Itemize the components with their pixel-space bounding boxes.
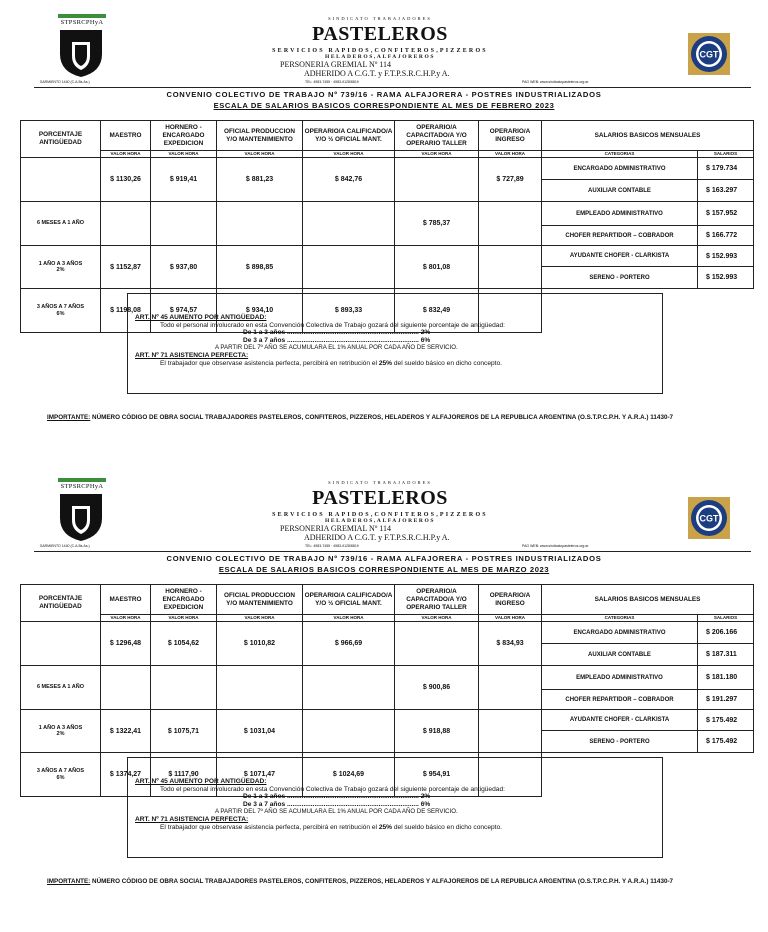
address-left: SARMIENTO 1440 (C.A.Bs.As.) [40,544,90,548]
calificado-value [303,246,395,289]
adherido: ADHERIDO A C.G.T. y F.T.P.S.R.C.H.P.y A. [304,533,450,542]
phone-numbers: TEL: 4983-7455 · 4983-9128/8819 [305,544,359,548]
monthly-salary: $ 157.952 [698,202,754,226]
hornero-value [151,202,217,246]
category-name: EMPLEADO ADMINISTRATIVO [542,202,698,226]
art45-title: ART. Nº 45 AUMENTO POR ANTIGÜEDAD: [135,314,267,321]
art71-title: ART. Nº 71 ASISTENCIA PERFECTA: [135,815,249,823]
antiguedad-cell: 6 MESES A 1 AÑO [21,202,101,246]
hornero-value [151,666,217,710]
header-capacitado: OPERARIO/A CAPACITADO/A Y/O OPERARIO TALLER [395,121,479,151]
calificado-value: $ 893,33 [303,289,395,333]
monthly-salary: $ 191.297 [698,690,754,710]
category-name: AYUDANTE CHOFER - CLARKISTA [542,710,698,731]
monthly-salary: $ 152.993 [698,246,754,267]
salarios-label: SALARIOS [698,615,754,622]
art45-text: Todo el personal involucrado en esta Convención Colectiva de Trabajo gozará del siguiente porcentaje de antigüedad: [160,321,505,329]
sindicato-label: SINDICATO TRABAJADORES [328,480,432,485]
svg-text:CGT: CGT [699,513,719,524]
maestro-value [101,202,151,246]
calificado-value: $ 842,76 [303,158,395,202]
valor-hora-label: VALOR HORA [217,615,303,622]
oficial-value: $ 898,85 [217,246,303,289]
ingreso-value: $ 727,89 [479,158,542,202]
monthly-salary: $ 175.492 [698,731,754,753]
header-mensuales: SALARIOS BASICOS MENSUALES [542,121,754,151]
art45-line1: De 1 a 3 años ........................................................................ 2% [243,793,431,801]
ingreso-value [479,246,542,289]
header-capacitado: OPERARIO/A CAPACITADO/A Y/O OPERARIO TALLER [395,585,479,615]
monthly-salary: $ 181.180 [698,666,754,690]
page-title: PASTELEROS [312,23,448,45]
art45-title: ART. Nº 45 AUMENTO POR ANTIGÜEDAD: [135,778,267,785]
art45-line2: De 3 a 7 años ........................................................................ 6% [243,336,431,344]
calificado-value: $ 966,69 [303,622,395,666]
header-porcentaje: PORCENTAJE ANTIGÜEDAD [21,121,101,158]
ingreso-value: $ 834,93 [479,622,542,666]
maestro-value: $ 1296,48 [101,622,151,666]
capacitado-value [395,158,479,202]
divider [34,87,751,88]
website: PAG WEB: www.sindicatopasteleros.org.ar [522,80,589,84]
monthly-salary: $ 166.772 [698,226,754,246]
valor-hora-label: VALOR HORA [395,615,479,622]
category-name: CHOFER REPARTIDOR – COBRADOR [542,690,698,710]
art45-text: Todo el personal involucrado en esta Convención Colectiva de Trabajo gozará del siguiente porcentaje de antigüedad: [160,785,505,793]
category-name: EMPLEADO ADMINISTRATIVO [542,666,698,690]
convenio-title: CONVENIO COLECTIVO DE TRABAJO Nº 739/16 - RAMA ALFAJORERA - POSTRES INDUSTRIALIZADOS [166,554,602,563]
antiguedad-cell: 1 AÑO A 3 AÑOS 2% [21,246,101,289]
category-name: SERENO - PORTERO [542,267,698,289]
maestro-value: $ 1374,27 [101,753,151,797]
valor-hora-label: VALOR HORA [101,151,151,158]
monthly-salary: $ 163.297 [698,180,754,202]
calificado-value [303,666,395,710]
oficial-value: $ 934,10 [217,289,303,333]
valor-hora-label: VALOR HORA [101,615,151,622]
capacitado-value: $ 801,08 [395,246,479,289]
address-left: SARMIENTO 1440 (C.A.Bs.As.) [40,80,90,84]
valor-hora-label: VALOR HORA [303,615,395,622]
sindicato-label: SINDICATO TRABAJADORES [328,16,432,21]
valor-hora-label: VALOR HORA [479,151,542,158]
header-mensuales: SALARIOS BASICOS MENSUALES [542,585,754,615]
escala-title: ESCALA DE SALARIOS BASICOS CORRESPONDIENTE AL MES DE FEBRERO 2023 [213,101,555,110]
union-logo: STPSRCPHyA [58,14,106,83]
ingreso-value [479,666,542,710]
art45-line1: De 1 a 3 años ........................................................................ 2% [243,329,431,337]
oficial-value: $ 1071,47 [217,753,303,797]
header-hornero: HORNERO - ENCARGADO EXPEDICION [151,121,217,151]
oficial-value: $ 881,23 [217,158,303,202]
art45-line3: A PARTIR DEL 7º AÑO SE ACUMULARA EL 1% ANUAL POR CADA AÑO DE SERVICIO. [215,808,458,816]
antiguedad-cell: 3 AÑOS A 7 AÑOS 6% [21,753,101,797]
monthly-salary: $ 152.993 [698,267,754,289]
maestro-value: $ 1152,87 [101,246,151,289]
subtitle-2: HELADEROS,ALFAJOREROS [324,54,436,60]
oficial-value [217,666,303,710]
monthly-salary: $ 187.311 [698,644,754,666]
categorias-label: CATEGORIAS [542,615,698,622]
personeria: PERSONERIA GREMIAL Nº 114 [280,60,392,69]
header-center [220,480,540,542]
valor-hora-label: VALOR HORA [303,151,395,158]
page-title: PASTELEROS [312,487,448,509]
important-note: IMPORTANTE: NÚMERO CÓDIGO DE OBRA SOCIAL TRABAJADORES PASTELEROS, CONFITEROS, PIZZEROS, HELADEROS Y ALFAJOREROS DE LA REPUBLICA ARGENTINA (O.S.T.P.C.P.H. Y A.R.A.) 11430-7 [47,878,674,885]
hornero-value: $ 919,41 [151,158,217,202]
cgt-logo-icon [688,497,730,539]
capacitado-value: $ 900,86 [395,666,479,710]
header-porcentaje: PORCENTAJE ANTIGÜEDAD [21,585,101,622]
capacitado-value: $ 832,49 [395,289,479,333]
hornero-value: $ 974,57 [151,289,217,333]
category-name: AUXILIAR CONTABLE [542,180,698,202]
capacitado-value [395,622,479,666]
oficial-value: $ 1031,04 [217,710,303,753]
header-maestro: MAESTRO [101,585,151,615]
art71-title: ART. Nº 71 ASISTENCIA PERFECTA: [135,351,249,359]
monthly-salary: $ 179.734 [698,158,754,180]
hornero-value: $ 1075,71 [151,710,217,753]
cgt-logo-icon [688,33,730,75]
art45-line3: A PARTIR DEL 7º AÑO SE ACUMULARA EL 1% ANUAL POR CADA AÑO DE SERVICIO. [215,344,458,352]
header-ingreso: OPERARIO/A INGRESO [479,585,542,615]
oficial-value [217,202,303,246]
category-name: ENCARGADO ADMINISTRATIVO [542,158,698,180]
art71-text: El trabajador que observase asistencia perfecta, percibirá en retribución el 25% del sueldo básico en dicho concepto. [160,359,503,367]
antiguedad-cell: 3 AÑOS A 7 AÑOS 6% [21,289,101,333]
art71-text: El trabajador que observase asistencia perfecta, percibirá en retribución el 25% del sueldo básico en dicho concepto. [160,823,503,831]
subtitle-1: SERVICIOS RAPIDOS,CONFITEROS,PIZZEROS [272,512,488,518]
hornero-value: $ 1117,90 [151,753,217,797]
header-ingreso: OPERARIO/A INGRESO [479,121,542,151]
articles-box [127,293,663,394]
important-note: IMPORTANTE: NÚMERO CÓDIGO DE OBRA SOCIAL TRABAJADORES PASTELEROS, CONFITEROS, PIZZEROS, HELADEROS Y ALFAJOREROS DE LA REPUBLICA ARGENTINA (O.S.T.P.C.P.H. Y A.R.A.) 11430-7 [47,414,674,421]
antiguedad-cell [21,622,101,666]
maestro-value: $ 1322,41 [101,710,151,753]
valor-hora-label: VALOR HORA [217,151,303,158]
hornero-value: $ 1054,62 [151,622,217,666]
header-oficial: OFICIAL PRODUCCION Y/O MANTENIMIENTO [217,585,303,615]
capacitado-value: $ 785,37 [395,202,479,246]
monthly-salary: $ 206.166 [698,622,754,644]
category-name: AUXILIAR CONTABLE [542,644,698,666]
personeria: PERSONERIA GREMIAL Nº 114 [280,524,392,533]
convenio-title: CONVENIO COLECTIVO DE TRABAJO Nº 739/16 - RAMA ALFAJORERA - POSTRES INDUSTRIALIZADOS [166,90,602,99]
articles-box [127,757,663,858]
calificado-value: $ 1024,69 [303,753,395,797]
category-name: CHOFER REPARTIDOR – COBRADOR [542,226,698,246]
valor-hora-label: VALOR HORA [395,151,479,158]
escala-title: ESCALA DE SALARIOS BASICOS CORRESPONDIENTE AL MES DE MARZO 2023 [218,565,550,574]
divider [34,551,751,552]
header-oficial: OFICIAL PRODUCCION Y/O MANTENIMIENTO [217,121,303,151]
valor-hora-label: VALOR HORA [151,151,217,158]
calificado-value [303,202,395,246]
category-name: ENCARGADO ADMINISTRATIVO [542,622,698,644]
header-hornero: HORNERO - ENCARGADO EXPEDICION [151,585,217,615]
salarios-label: SALARIOS [698,151,754,158]
capacitado-value: $ 918,88 [395,710,479,753]
antiguedad-cell: 1 AÑO A 3 AÑOS 2% [21,710,101,753]
valor-hora-label: VALOR HORA [151,615,217,622]
subtitle-2: HELADEROS,ALFAJOREROS [324,518,436,524]
capacitado-value: $ 954,91 [395,753,479,797]
ingreso-value [479,202,542,246]
maestro-value: $ 1198,08 [101,289,151,333]
website: PAG WEB: www.sindicatopasteleros.org.ar [522,544,589,548]
category-name: AYUDANTE CHOFER - CLARKISTA [542,246,698,267]
adherido: ADHERIDO A C.G.T. y F.T.P.S.R.C.H.P.y A. [304,69,450,78]
header-maestro: MAESTRO [101,121,151,151]
header-calificado: OPERARIO/A CALIFICADO/A Y/O ½ OFICIAL MANT. [303,585,395,615]
phone-numbers: TEL: 4983-7455 · 4983-9128/8819 [305,80,359,84]
antiguedad-cell [21,158,101,202]
header-calificado: OPERARIO/A CALIFICADO/A Y/O ½ OFICIAL MANT. [303,121,395,151]
ingreso-value [479,710,542,753]
subtitle-1: SERVICIOS RAPIDOS,CONFITEROS,PIZZEROS [272,48,488,54]
header-center [220,16,540,78]
categorias-label: CATEGORIAS [542,151,698,158]
hornero-value: $ 937,80 [151,246,217,289]
svg-text:CGT: CGT [699,49,719,60]
category-name: SERENO - PORTERO [542,731,698,753]
calificado-value [303,710,395,753]
shield-icon [58,492,104,542]
antiguedad-cell: 6 MESES A 1 AÑO [21,666,101,710]
valor-hora-label: VALOR HORA [479,615,542,622]
maestro-value [101,666,151,710]
monthly-salary: $ 175.492 [698,710,754,731]
oficial-value: $ 1010,82 [217,622,303,666]
art45-line2: De 3 a 7 años ........................................................................ 6% [243,800,431,808]
union-logo: STPSRCPHyA [58,478,106,547]
maestro-value: $ 1130,26 [101,158,151,202]
shield-icon [58,28,104,78]
